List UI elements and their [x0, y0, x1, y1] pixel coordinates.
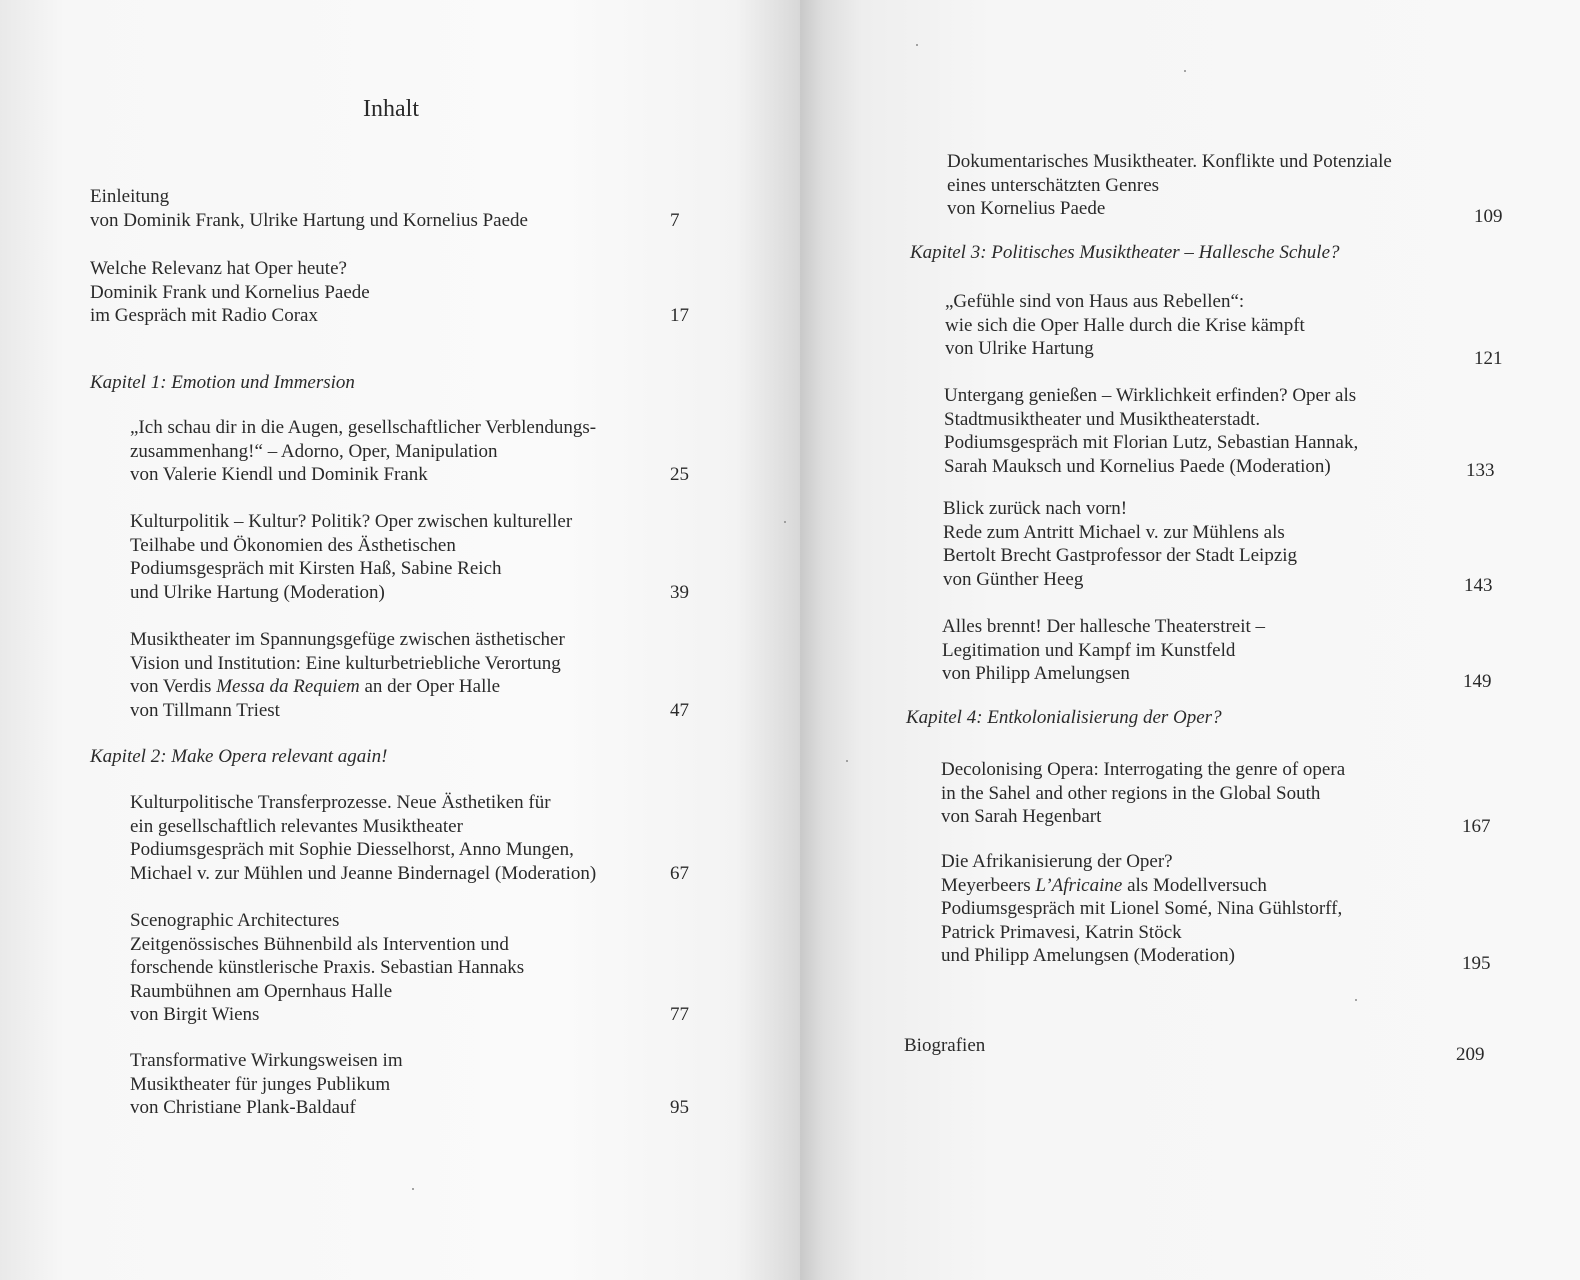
entry-line: Biografien — [904, 1035, 986, 1056]
entry-line: Michael v. zur Mühlen und Jeanne Bindernagel (Moderation) — [130, 862, 597, 884]
entry-line: ein gesellschaftlich relevantes Musiktheater — [130, 815, 463, 837]
paper-speck — [1355, 999, 1357, 1001]
page-number: 7 — [670, 209, 680, 231]
entry-line: Decolonising Opera: Interrogating the genre of opera — [941, 759, 1346, 780]
chapter-heading: Kapitel 4: Entkolonialisierung der Oper? — [906, 707, 1222, 728]
page-number: 209 — [1456, 1044, 1485, 1065]
entry-line: Podiumsgespräch mit Florian Lutz, Sebastian Hannak, — [944, 432, 1359, 453]
entry-line: Einleitung — [90, 186, 170, 207]
page-number: 95 — [670, 1097, 689, 1118]
page-number: 149 — [1463, 671, 1492, 692]
toc-entry — [130, 416, 689, 487]
entry-line: von Günther Heeg — [943, 568, 1084, 590]
page-number: 109 — [1474, 206, 1503, 227]
entry-line: zusammenhang!“ – Adorno, Oper, Manipulation — [130, 440, 498, 462]
entry-line: von Kornelius Paede — [947, 198, 1106, 219]
toc-entry — [130, 909, 689, 1027]
entry-line: Dominik Frank und Kornelius Paede — [90, 281, 370, 303]
entry-line: Zeitgenössisches Bühnenbild als Intervention und — [130, 933, 509, 955]
entry-line: Kulturpolitik – Kultur? Politik? Oper zwischen kultureller — [130, 511, 573, 532]
page-number: 47 — [670, 699, 689, 721]
toc-entry — [90, 185, 680, 232]
entry-text: an der Oper Halle — [359, 676, 501, 697]
entry-line: Welche Relevanz hat Oper heute? — [90, 258, 347, 279]
page-number: 143 — [1464, 574, 1493, 596]
entry-line: im Gespräch mit Radio Corax — [90, 305, 318, 326]
entry-line: und Ulrike Hartung (Moderation) — [130, 581, 385, 603]
entry-line: von Sarah Hegenbart — [941, 806, 1102, 827]
entry-line: Untergang genießen – Wirklichkeit erfinden? Oper als — [944, 385, 1357, 406]
entry-line: von Valerie Kiendl und Dominik Frank — [130, 464, 428, 485]
entry-line: von Christiane Plank-Baldauf — [130, 1097, 356, 1118]
entry-line: Podiumsgespräch mit Sophie Diesselhorst, Anno Mungen, — [130, 839, 574, 860]
page-number: 121 — [1474, 348, 1503, 369]
entry-line: Dokumentarisches Musiktheater. Konflikte und Potenziale — [947, 151, 1392, 172]
entry-line: Podiumsgespräch mit Lionel Somé, Nina Gühlstorff, — [941, 898, 1343, 919]
chapter-heading: Kapitel 2: Make Opera relevant again! — [90, 746, 388, 767]
entry-line: Die Afrikanisierung der Oper? — [941, 851, 1173, 872]
toc-entry — [130, 1049, 689, 1120]
page-number: 67 — [670, 862, 689, 884]
entry-line: Kulturpolitische Transferprozesse. Neue Ästhetiken für — [130, 792, 551, 813]
toc-entry — [945, 290, 1503, 369]
page-number: 17 — [670, 305, 689, 326]
entry-line: von Tillmann Triest — [130, 699, 280, 721]
entry-line: Bertolt Brecht Gastprofessor der Stadt Leipzig — [943, 545, 1298, 566]
entry-text: Meyerbeers — [941, 874, 1036, 896]
paper-speck — [916, 44, 918, 46]
page-title: Inhalt — [363, 96, 419, 122]
entry-line: Podiumsgespräch mit Kirsten Haß, Sabine Reich — [130, 558, 502, 579]
entry-line: Stadtmusiktheater und Musiktheaterstadt. — [944, 408, 1261, 430]
page-number: 39 — [670, 581, 689, 603]
entry-line: in the Sahel and other regions in the Global South — [941, 782, 1321, 804]
page-number: 77 — [670, 1004, 689, 1025]
toc-entry — [90, 257, 689, 328]
entry-line: von Philipp Amelungsen — [942, 663, 1130, 684]
entry-line: wie sich die Oper Halle durch die Krise kämpft — [945, 314, 1305, 336]
entry-line: von Ulrike Hartung — [945, 338, 1094, 359]
entry-line: Legitimation und Kampf im Kunstfeld — [942, 639, 1236, 661]
page-number: 25 — [670, 464, 689, 485]
entry-line: Sarah Mauksch und Kornelius Paede (Moderation) — [944, 455, 1331, 477]
entry-line: Musiktheater für junges Publikum — [130, 1073, 391, 1095]
entry-line: Scenographic Architectures — [130, 910, 340, 931]
entry-line: und Philipp Amelungsen (Moderation) — [941, 945, 1235, 966]
toc-entry — [947, 150, 1503, 227]
entry-line — [130, 675, 565, 699]
toc-entry — [941, 758, 1491, 837]
entry-line: eines unterschätzten Genres — [947, 174, 1160, 196]
entry-text: von Verdis — [130, 676, 217, 697]
entry-line: Transformative Wirkungsweisen im — [130, 1050, 403, 1071]
paper-speck — [412, 1188, 414, 1190]
entry-line: Blick zurück nach vorn! — [943, 498, 1128, 519]
toc-entry-biografien — [904, 1034, 1485, 1065]
toc-entry — [130, 628, 689, 722]
entry-line: von Birgit Wiens — [130, 1004, 260, 1025]
chapter-heading: Kapitel 3: Politisches Musiktheater – Hallesche Schule? — [910, 242, 1340, 263]
entry-line: Patrick Primavesi, Katrin Stöck — [941, 921, 1182, 943]
work-title: Messa da Requiem — [216, 676, 360, 697]
entry-line: Musiktheater im Spannungsgefüge zwischen ästhetischer — [130, 629, 565, 650]
page-number: 195 — [1462, 953, 1491, 974]
page-number: 167 — [1462, 816, 1491, 837]
toc-entry — [942, 615, 1492, 692]
entry-line: Vision und Institution: Eine kulturbetriebliche Verortung — [130, 652, 561, 674]
paper-speck — [784, 521, 786, 523]
toc-entry — [943, 497, 1493, 596]
entry-text: als Modellversuch — [1122, 874, 1267, 896]
entry-line — [941, 874, 1342, 898]
paper-speck — [846, 760, 848, 762]
entry-line: forschende künstlerische Praxis. Sebastian Hannaks — [130, 957, 525, 978]
entry-line: Teilhabe und Ökonomien des Ästhetischen — [130, 534, 456, 556]
page-number: 133 — [1466, 459, 1495, 481]
entry-line: „Gefühle sind von Haus aus Rebellen“: — [945, 291, 1245, 312]
entry-line: Alles brennt! Der hallesche Theaterstreit – — [942, 616, 1266, 637]
toc-entry — [941, 850, 1491, 974]
toc-entry — [944, 384, 1495, 481]
work-title: L’Africaine — [1035, 874, 1123, 896]
chapter-heading: Kapitel 1: Emotion und Immersion — [90, 372, 355, 393]
entry-line: „Ich schau dir in die Augen, gesellschaftlicher Verblendungs- — [130, 417, 597, 438]
right-page — [800, 0, 1580, 1280]
entry-line: Rede zum Antritt Michael v. zur Mühlens als — [943, 521, 1285, 543]
toc-entry — [130, 510, 689, 604]
entry-line: Raumbühnen am Opernhaus Halle — [130, 980, 393, 1002]
entry-line: von Dominik Frank, Ulrike Hartung und Kornelius Paede — [90, 209, 528, 231]
paper-speck — [1184, 70, 1186, 72]
toc-entry — [130, 791, 689, 885]
